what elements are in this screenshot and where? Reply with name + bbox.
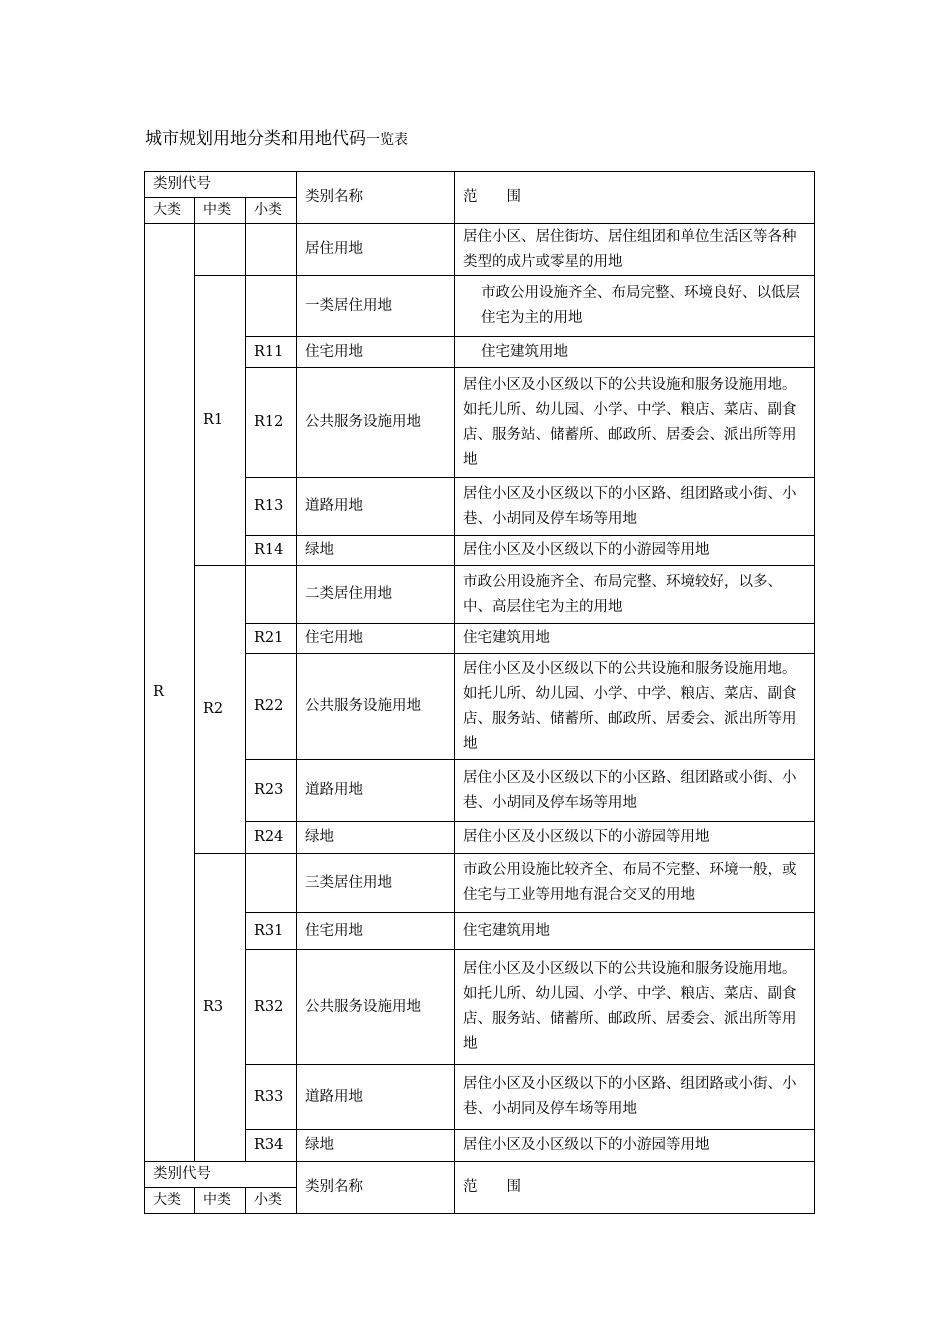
category-name-cell: 二类居住用地: [297, 566, 455, 624]
table-row: [145, 1130, 815, 1162]
category-name-cell: 住宅用地: [297, 624, 455, 654]
category-name-cell: 公共服务设施用地: [297, 654, 455, 760]
header-row: [145, 172, 815, 198]
table-row: [145, 566, 815, 624]
header-minor: 小类: [246, 198, 297, 224]
medium-code-cell: R1: [195, 276, 246, 566]
minor-code-cell: R23: [246, 760, 297, 822]
minor-code-cell: [246, 276, 297, 337]
minor-code-cell: R12: [246, 368, 297, 478]
minor-code-cell: R34: [246, 1130, 297, 1162]
table-row: [145, 822, 815, 854]
header-scope: 范 围: [455, 172, 815, 224]
category-name-cell: 三类居住用地: [297, 854, 455, 913]
minor-code-cell: R33: [246, 1065, 297, 1130]
scope-cell: 住宅建筑用地: [455, 624, 815, 654]
minor-code-cell: R32: [246, 950, 297, 1065]
minor-code-cell: R14: [246, 536, 297, 566]
minor-code-cell: R22: [246, 654, 297, 760]
category-name-cell: 绿地: [297, 822, 455, 854]
scope-cell: 居住小区及小区级以下的公共设施和服务设施用地。如托儿所、幼儿园、小学、中学、粮店、菜店、副食店、服务站、储蓄所、邮政所、居委会、派出所等用地: [455, 950, 815, 1065]
header-major: 大类: [145, 198, 195, 224]
footer-header-scope: 范 围: [455, 1162, 815, 1214]
scope-cell: 住宅建筑用地: [455, 337, 815, 368]
table-row: [145, 337, 815, 368]
header-name: 类别名称: [297, 172, 455, 224]
table-row: [145, 224, 815, 276]
table-row: [145, 760, 815, 822]
land-use-code-table: [144, 171, 815, 1214]
minor-code-cell: R31: [246, 913, 297, 950]
page-title: [145, 127, 408, 152]
footer-header-name: 类别名称: [297, 1162, 455, 1214]
minor-code-cell: R11: [246, 337, 297, 368]
title-main: 城市规划用地分类和用地代码: [145, 129, 366, 149]
scope-cell: 居住小区、居住街坊、居住组团和单位生活区等各种类型的成片或零星的用地: [455, 224, 815, 276]
minor-code-cell: [246, 854, 297, 913]
category-name-cell: 绿地: [297, 1130, 455, 1162]
medium-code-cell: [195, 224, 246, 276]
scope-cell: 居住小区及小区级以下的小区路、组团路或小街、小巷、小胡同及停车场等用地: [455, 478, 815, 536]
footer-header-major: 大类: [145, 1188, 195, 1214]
scope-cell: 居住小区及小区级以下的公共设施和服务设施用地。如托儿所、幼儿园、小学、中学、粮店、菜店、副食店、服务站、储蓄所、邮政所、居委会、派出所等用地: [455, 368, 815, 478]
header-code-group: 类别代号: [145, 172, 297, 198]
footer-header-minor: 小类: [246, 1188, 297, 1214]
category-name-cell: 公共服务设施用地: [297, 950, 455, 1065]
category-name-cell: 一类居住用地: [297, 276, 455, 337]
scope-cell: 市政公用设施齐全、布局完整、环境良好、以低层住宅为主的用地: [455, 276, 815, 337]
table-row: [145, 913, 815, 950]
table-row: [145, 854, 815, 913]
category-name-cell: 绿地: [297, 536, 455, 566]
scope-cell: 居住小区及小区级以下的小区路、组团路或小街、小巷、小胡同及停车场等用地: [455, 1065, 815, 1130]
minor-code-cell: [246, 224, 297, 276]
minor-code-cell: R13: [246, 478, 297, 536]
major-code-cell: R: [145, 224, 195, 1162]
scope-cell: 居住小区及小区级以下的小游园等用地: [455, 536, 815, 566]
scope-cell: 居住小区及小区级以下的小区路、组团路或小街、小巷、小胡同及停车场等用地: [455, 760, 815, 822]
table-row: [145, 478, 815, 536]
scope-cell: 居住小区及小区级以下的小游园等用地: [455, 822, 815, 854]
scope-cell: 居住小区及小区级以下的小游园等用地: [455, 1130, 815, 1162]
header-medium: 中类: [195, 198, 246, 224]
footer-header-row: [145, 1162, 815, 1188]
category-name-cell: 道路用地: [297, 478, 455, 536]
table-row: [145, 950, 815, 1065]
medium-code-cell: R3: [195, 854, 246, 1162]
minor-code-cell: R24: [246, 822, 297, 854]
table-row: [145, 536, 815, 566]
footer-header-code-group: 类别代号: [145, 1162, 297, 1188]
minor-code-cell: R21: [246, 624, 297, 654]
title-small: 一览表: [366, 132, 408, 148]
scope-cell: 市政公用设施比较齐全、布局不完整、环境一般，或住宅与工业等用地有混合交叉的用地: [455, 854, 815, 913]
footer-header-medium: 中类: [195, 1188, 246, 1214]
category-name-cell: 道路用地: [297, 760, 455, 822]
category-name-cell: 住宅用地: [297, 913, 455, 950]
table-row: [145, 1065, 815, 1130]
category-name-cell: 公共服务设施用地: [297, 368, 455, 478]
table-row: [145, 654, 815, 760]
table-row: [145, 368, 815, 478]
table-row: [145, 276, 815, 337]
table-row: [145, 624, 815, 654]
scope-cell: 居住小区及小区级以下的公共设施和服务设施用地。如托儿所、幼儿园、小学、中学、粮店、菜店、副食店、服务站、储蓄所、邮政所、居委会、派出所等用地: [455, 654, 815, 760]
category-name-cell: 居住用地: [297, 224, 455, 276]
category-name-cell: 住宅用地: [297, 337, 455, 368]
scope-cell: 住宅建筑用地: [455, 913, 815, 950]
minor-code-cell: [246, 566, 297, 624]
category-name-cell: 道路用地: [297, 1065, 455, 1130]
medium-code-cell: R2: [195, 566, 246, 854]
scope-cell: 市政公用设施齐全、布局完整、环境较好，以多、中、高层住宅为主的用地: [455, 566, 815, 624]
